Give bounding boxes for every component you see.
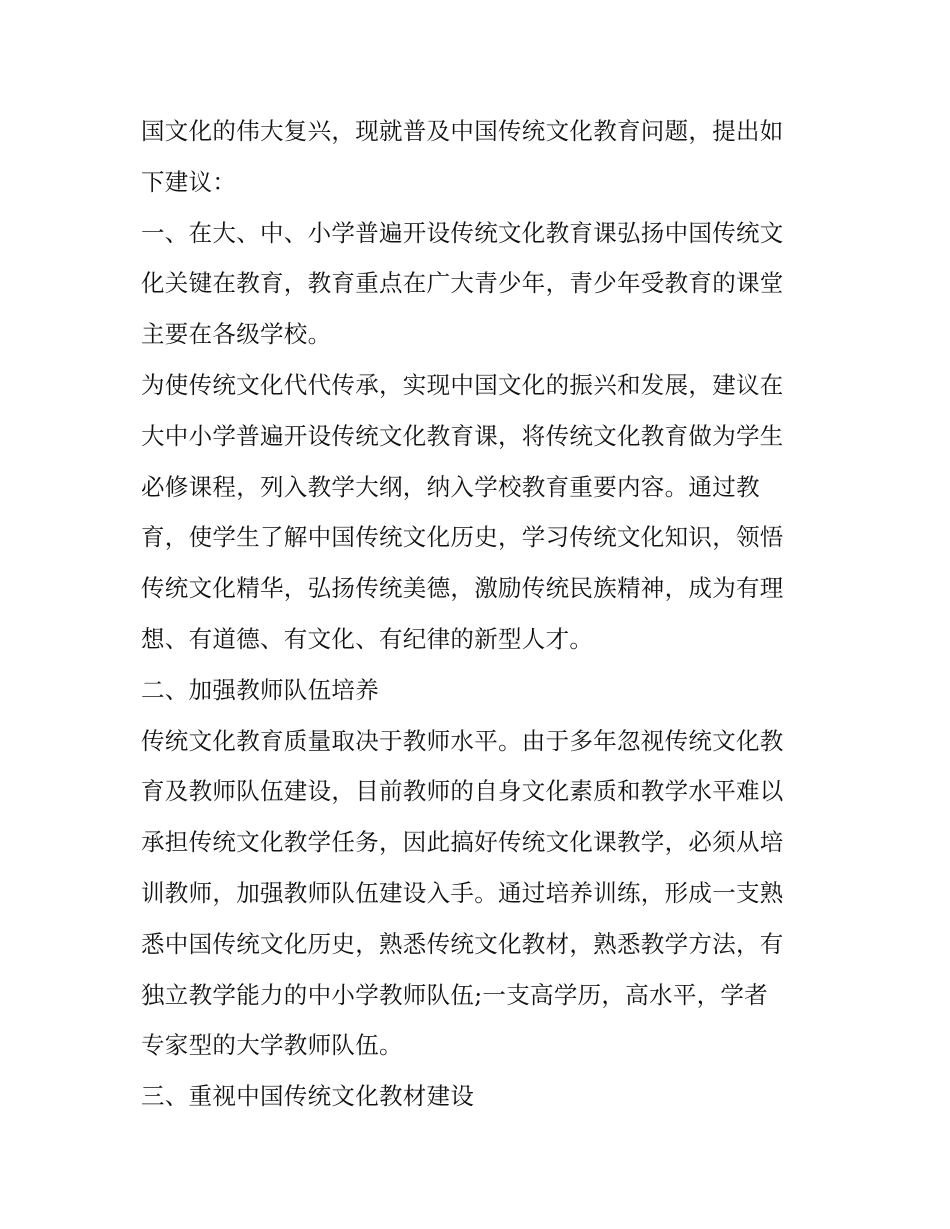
text-line: 传统文化精华，弘扬传统美德，激励传统民族精神，成为有理 bbox=[141, 574, 784, 603]
text-line: 国文化的伟大复兴，现就普及中国传统文化教育问题，提出如 bbox=[141, 117, 784, 145]
text-line: 传统文化教育质量取决于教师水平。由于多年忽视传统文化教 bbox=[141, 726, 784, 755]
section-heading: 三、重视中国传统文化教材建设 bbox=[141, 1082, 475, 1111]
text-line: 为使传统文化代代传承，实现中国文化的振兴和发展，建议在 bbox=[141, 370, 784, 399]
text-line: 独立教学能力的中小学教师队伍;一支高学历，高水平，学者 bbox=[141, 980, 769, 1009]
text-line: 专家型的大学教师队伍。 bbox=[141, 1031, 403, 1060]
text-line: 必修课程，列入教学大纲，纳入学校教育重要内容。通过教 bbox=[141, 472, 760, 501]
text-line: 育，使学生了解中国传统文化历史，学习传统文化知识，领悟 bbox=[141, 523, 784, 552]
text-line: 悉中国传统文化历史，熟悉传统文化教材，熟悉教学方法，有 bbox=[141, 929, 784, 958]
document-body bbox=[141, 106, 821, 1122]
text-line: 承担传统文化教学任务，因此搞好传统文化课教学，必须从培 bbox=[141, 828, 784, 857]
text-line: 化关键在教育，教育重点在广大青少年，青少年受教育的课堂 bbox=[141, 269, 784, 298]
text-line: 训教师，加强教师队伍建设入手。通过培养训练，形成一支熟 bbox=[141, 878, 784, 907]
text-line: 大中小学普遍开设传统文化教育课，将传统文化教育做为学生 bbox=[141, 421, 784, 450]
section-heading: 一、在大、中、小学普遍开设传统文化教育课弘扬中国传统文 bbox=[141, 218, 784, 247]
text-line: 育及教师队伍建设，目前教师的自身文化素质和教学水平难以 bbox=[141, 777, 784, 806]
text-line: 主要在各级学校。 bbox=[141, 320, 332, 349]
text-line: 下建议： bbox=[141, 167, 237, 196]
text-line: 想、有道德、有文化、有纪律的新型人才。 bbox=[141, 624, 594, 653]
section-heading: 二、加强教师队伍培养 bbox=[141, 675, 379, 704]
